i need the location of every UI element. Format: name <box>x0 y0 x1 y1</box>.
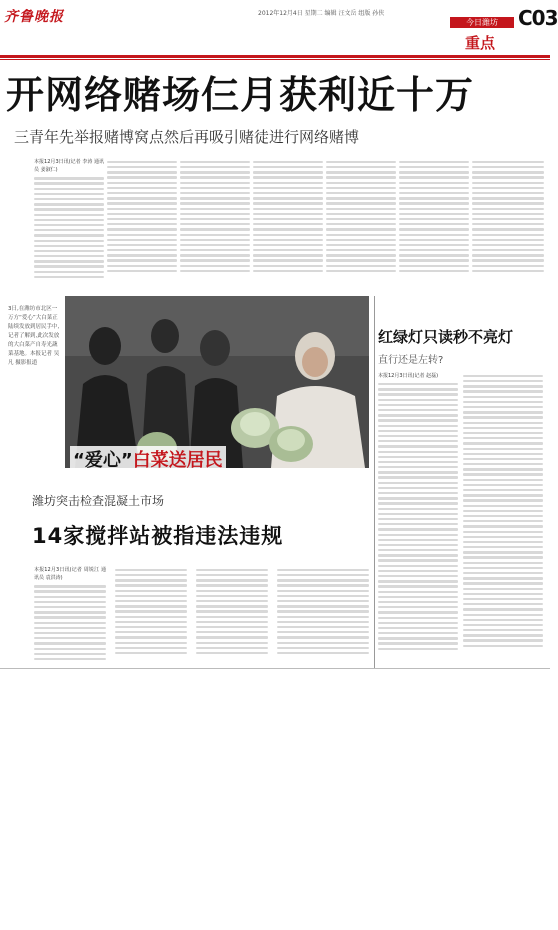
mix-headline: 14家搅拌站被指违法违规 <box>32 524 284 548</box>
masthead-divider <box>0 55 550 58</box>
photo-headline <box>70 446 226 472</box>
masthead <box>0 0 558 60</box>
right-subheadline: 直行还是左转? <box>378 355 444 366</box>
right-headline: 红绿灯只读秒不亮灯 <box>378 328 514 346</box>
photo-illustration <box>65 296 369 468</box>
page-number: C03 <box>518 6 558 30</box>
lead-body-column <box>326 158 396 278</box>
lead-body-column <box>34 158 104 278</box>
newspaper-logo: 齐鲁晚报 <box>4 9 64 25</box>
column-divider <box>374 296 375 668</box>
dateline: 2012年12月4日 星期二 编辑 汪文岳 组版 孙侠 <box>258 10 385 17</box>
mix-byline: 本报12月3日讯(记者 周锐江 通讯员 袁洪涛) <box>34 567 106 582</box>
right-byline: 本报12月3日讯(记者 赵磊) <box>378 373 439 379</box>
bottom-divider <box>0 668 550 669</box>
photo-headline-rest: 白菜送居民 <box>132 450 223 471</box>
section-name: 重点 <box>465 34 496 52</box>
lead-subheadline: 三青年先举报赌博窝点然后再吸引赌徒进行网络赌博 <box>14 128 360 146</box>
mix-body-column <box>115 566 187 662</box>
mix-body-column <box>196 566 268 662</box>
lead-body-column <box>180 158 250 278</box>
mix-kicker: 潍坊突击检查混凝土市场 <box>32 494 165 508</box>
section-tag: 今日潍坊 <box>450 17 514 28</box>
mix-body-column <box>34 566 106 662</box>
lead-byline: 本报12月3日讯(记者 李涛 通讯员 姜淑仁) <box>34 159 104 174</box>
lead-headline: 开网络赌场仨月获利近十万 <box>6 73 475 117</box>
photo-caption: 3日,在潍坊市北区一万方“爱心”大白菜正陆续发放到居民手中,记者了解到,此次发放的大白菜产自寿光蔬菜基地。本报记者 吴凡 摄影报道 <box>8 306 60 366</box>
lead-body-column <box>253 158 323 278</box>
lead-body-column <box>399 158 469 278</box>
lead-body-column <box>107 158 177 278</box>
photo-headline-quote: “爱心” <box>73 450 133 471</box>
right-body-column <box>378 372 458 664</box>
news-photo <box>65 296 369 468</box>
right-body-column <box>463 372 543 664</box>
lead-body-column <box>472 158 544 278</box>
mix-body-column <box>277 566 369 662</box>
masthead-divider-thin <box>0 59 550 60</box>
